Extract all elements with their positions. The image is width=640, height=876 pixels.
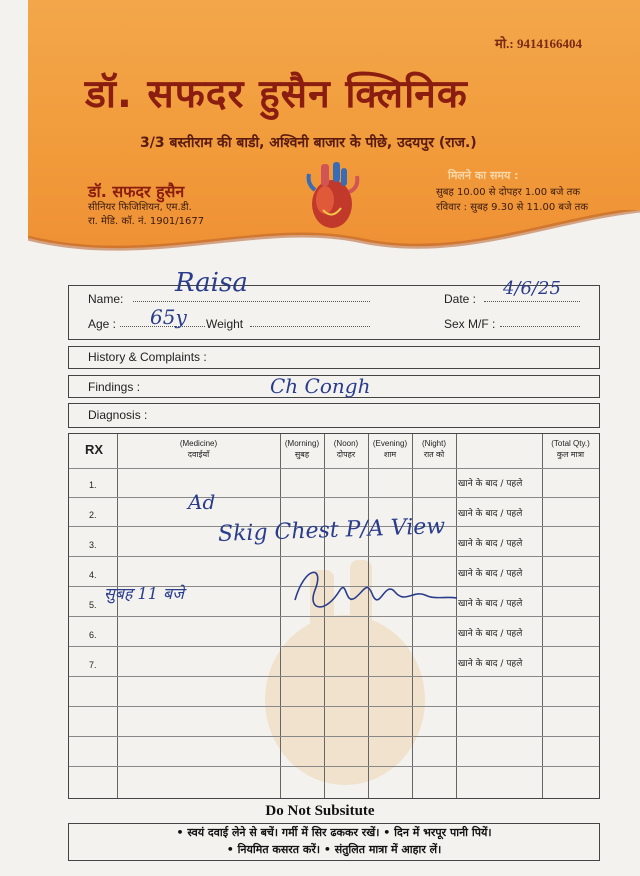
timing-sunday: रविवार : सुबह 9.30 से 11.00 बजे तक: [436, 202, 589, 213]
advice-line-1: • स्वयं दवाई लेने से बचें। गर्मी में सिर ढककर रखें। • दिन में भरपूर पानी पियें।: [176, 826, 492, 839]
findings-label: Findings :: [88, 380, 141, 394]
name-label: Name:: [88, 292, 124, 306]
history-label: History & Complaints :: [88, 350, 207, 364]
advice-box: [68, 823, 600, 861]
col-medicine: (Medicine) दवाईयाँ: [179, 439, 218, 459]
after-before-meal: खाने के बाद / पहले: [458, 569, 523, 579]
heart-icon: [301, 160, 363, 232]
rx-handwritten-line5: सुबह 11 बजे: [104, 584, 184, 603]
name-field[interactable]: [133, 301, 370, 302]
row-number: 2.: [89, 510, 97, 520]
after-before-meal: खाने के बाद / पहले: [458, 599, 523, 609]
timing-weekday: सुबह 10.00 से दोपहर 1.00 बजे तक: [436, 187, 580, 198]
date-label: Date :: [444, 292, 477, 306]
sex-label: Sex M/F :: [444, 317, 496, 331]
row-number: 6.: [89, 630, 97, 640]
col-noon: (Noon) दोपहर: [333, 439, 359, 459]
rx-handwritten-ad: Ad: [188, 490, 216, 514]
col-total-qty: (Total Qty.) कुल मात्रा: [551, 439, 590, 459]
clinic-name: डॉ. सफदर हुसैन क्लिनिक: [85, 72, 468, 117]
col-morning: (Morning) सुबह: [284, 439, 320, 459]
row-number: 5.: [89, 600, 97, 610]
doctor-registration: रा. मेडि. कॉ. नं. 1901/1677: [88, 216, 205, 227]
name-handwritten: Raisa: [175, 268, 248, 298]
weight-label: Weight: [206, 317, 244, 331]
do-not-substitute: Do Not Subsitute: [265, 803, 375, 819]
after-before-meal: खाने के बाद / पहले: [458, 629, 523, 639]
diagnosis-label: Diagnosis :: [88, 408, 148, 422]
doctor-name: डॉ. सफदर हुसैन: [88, 182, 185, 201]
col-night: (Night) रात को: [421, 439, 446, 459]
rx-symbol: RX: [84, 442, 104, 457]
clinic-address: 3/3 बस्तीराम की बाडी, अश्विनी बाजार के पीछे, उदयपुर (राज.): [140, 135, 477, 151]
row-number: 3.: [89, 540, 97, 550]
row-number: 4.: [89, 570, 97, 580]
doctor-qualification: सीनियर फिजिशियन, एम.डी.: [88, 202, 192, 213]
doctor-signature: [285, 560, 465, 620]
clinic-phone: मो.: 9414166404: [495, 36, 582, 51]
after-before-meal: खाने के बाद / पहले: [458, 659, 523, 669]
date-field[interactable]: [484, 301, 580, 302]
col-evening: (Evening) शाम: [372, 439, 408, 459]
findings-handwritten: Ch Congh: [270, 374, 371, 398]
timing-heading: मिलने का समय :: [448, 169, 519, 182]
diagnosis-box[interactable]: [68, 403, 600, 428]
weight-field[interactable]: [250, 326, 370, 327]
age-label: Age :: [88, 317, 117, 331]
sex-field[interactable]: [500, 326, 580, 327]
date-handwritten: 4/6/25: [503, 278, 561, 299]
advice-line-2: • नियमित कसरत करें। • संतुलित मात्रा में आहार लें।: [226, 843, 442, 856]
rx-handwritten-line3: Skig Chest P/A View: [217, 514, 446, 547]
after-before-meal: खाने के बाद / पहले: [458, 509, 523, 519]
age-handwritten: 65y: [150, 305, 187, 329]
after-before-meal: खाने के बाद / पहले: [458, 479, 523, 489]
row-number: 7.: [89, 660, 97, 670]
row-number: 1.: [89, 480, 97, 490]
after-before-meal: खाने के बाद / पहले: [458, 539, 523, 549]
